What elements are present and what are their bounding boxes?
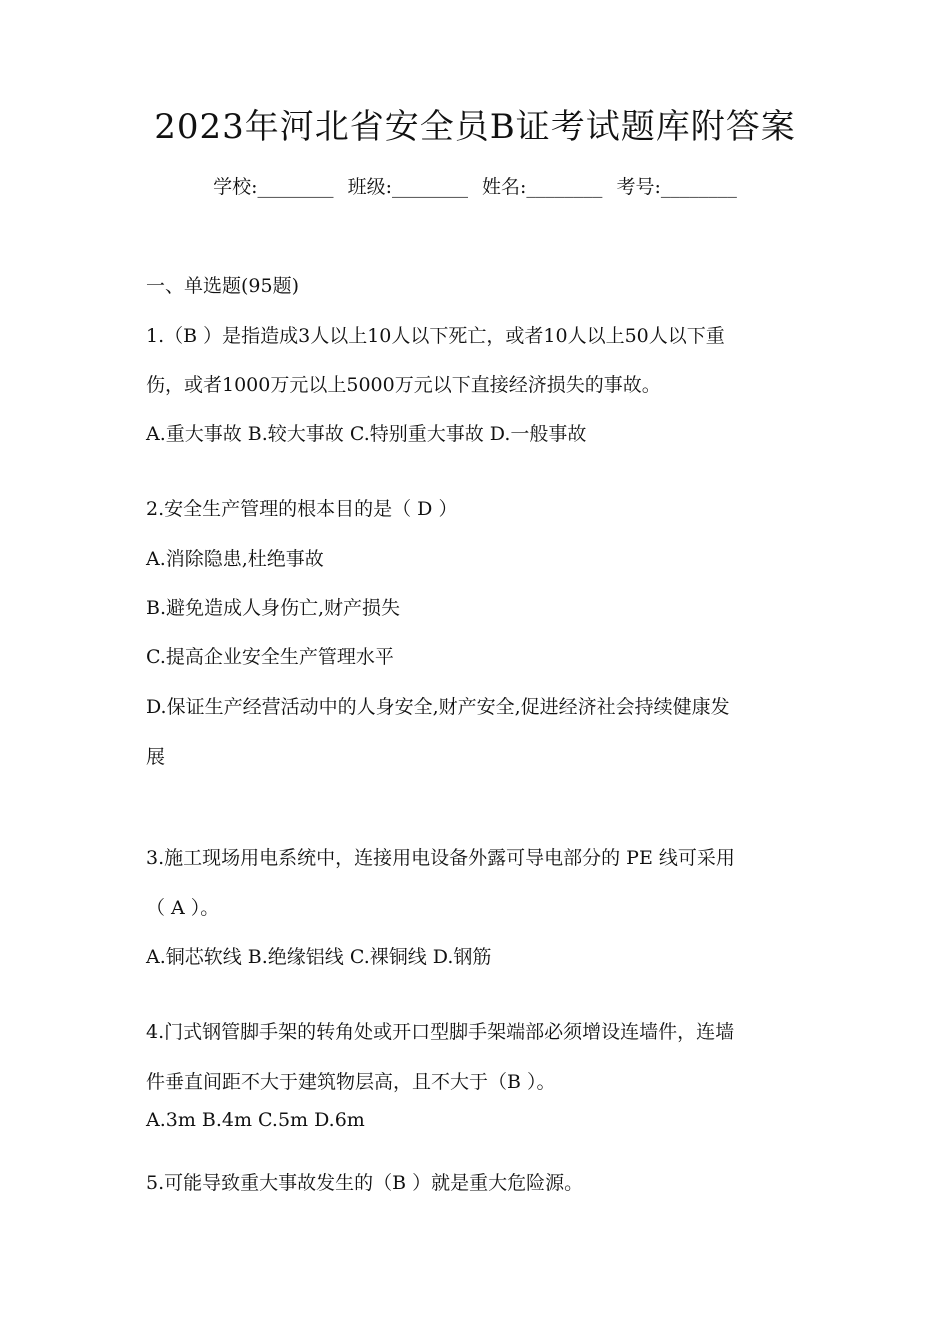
- question-3-options: A.铜芯软线 B.绝缘铝线 C.裸铜线 D.钢筋: [146, 946, 492, 968]
- section-heading: 一、单选题(95题): [146, 275, 300, 297]
- school-field: 学校:________: [213, 176, 334, 198]
- question-4-line-1: 4.门式钢管脚手架的转角处或开口型脚手架端部必须增设连墙件，连墙: [146, 1021, 735, 1043]
- question-2-option-c: C.提高企业安全生产管理水平: [146, 646, 394, 668]
- document-title: 2023年河北省安全员B证考试题库附答案: [154, 107, 796, 147]
- question-5-line-1: 5.可能导致重大事故发生的（B ）就是重大危险源。: [146, 1172, 584, 1194]
- student-info-line: [0, 172, 950, 202]
- question-3-line-1: 3.施工现场用电系统中，连接用电设备外露可导电部分的 PE 线可采用: [146, 847, 735, 869]
- exam-number-field: 考号:________: [616, 176, 737, 198]
- question-2-option-d-cont: 展: [146, 746, 166, 768]
- class-field: 班级:________: [347, 176, 468, 198]
- name-field: 姓名:________: [482, 176, 603, 198]
- question-2-option-a: A.消除隐患,杜绝事故: [146, 548, 324, 570]
- question-2-option-d: D.保证生产经营活动中的人身安全,财产安全,促进经济社会持续健康发: [146, 696, 730, 718]
- question-1-line-1: 1.（B ）是指造成3人以上10人以下死亡，或者10人以上50人以下重: [146, 325, 725, 347]
- question-4-line-2: 件垂直间距不大于建筑物层高，且不大于（B ）。: [146, 1071, 556, 1093]
- question-3-line-2: （ A ）。: [146, 897, 220, 919]
- question-1-options: A.重大事故 B.较大事故 C.特别重大事故 D.一般事故: [146, 423, 587, 445]
- question-1-line-2: 伤，或者1000万元以上5000万元以下直接经济损失的事故。: [146, 374, 661, 396]
- question-4-options: A.3m B.4m C.5m D.6m: [146, 1109, 365, 1131]
- question-2-option-b: B.避免造成人身伤亡,财产损失: [146, 597, 401, 619]
- question-2-line-1: 2.安全生产管理的根本目的是（ D ）: [146, 498, 458, 520]
